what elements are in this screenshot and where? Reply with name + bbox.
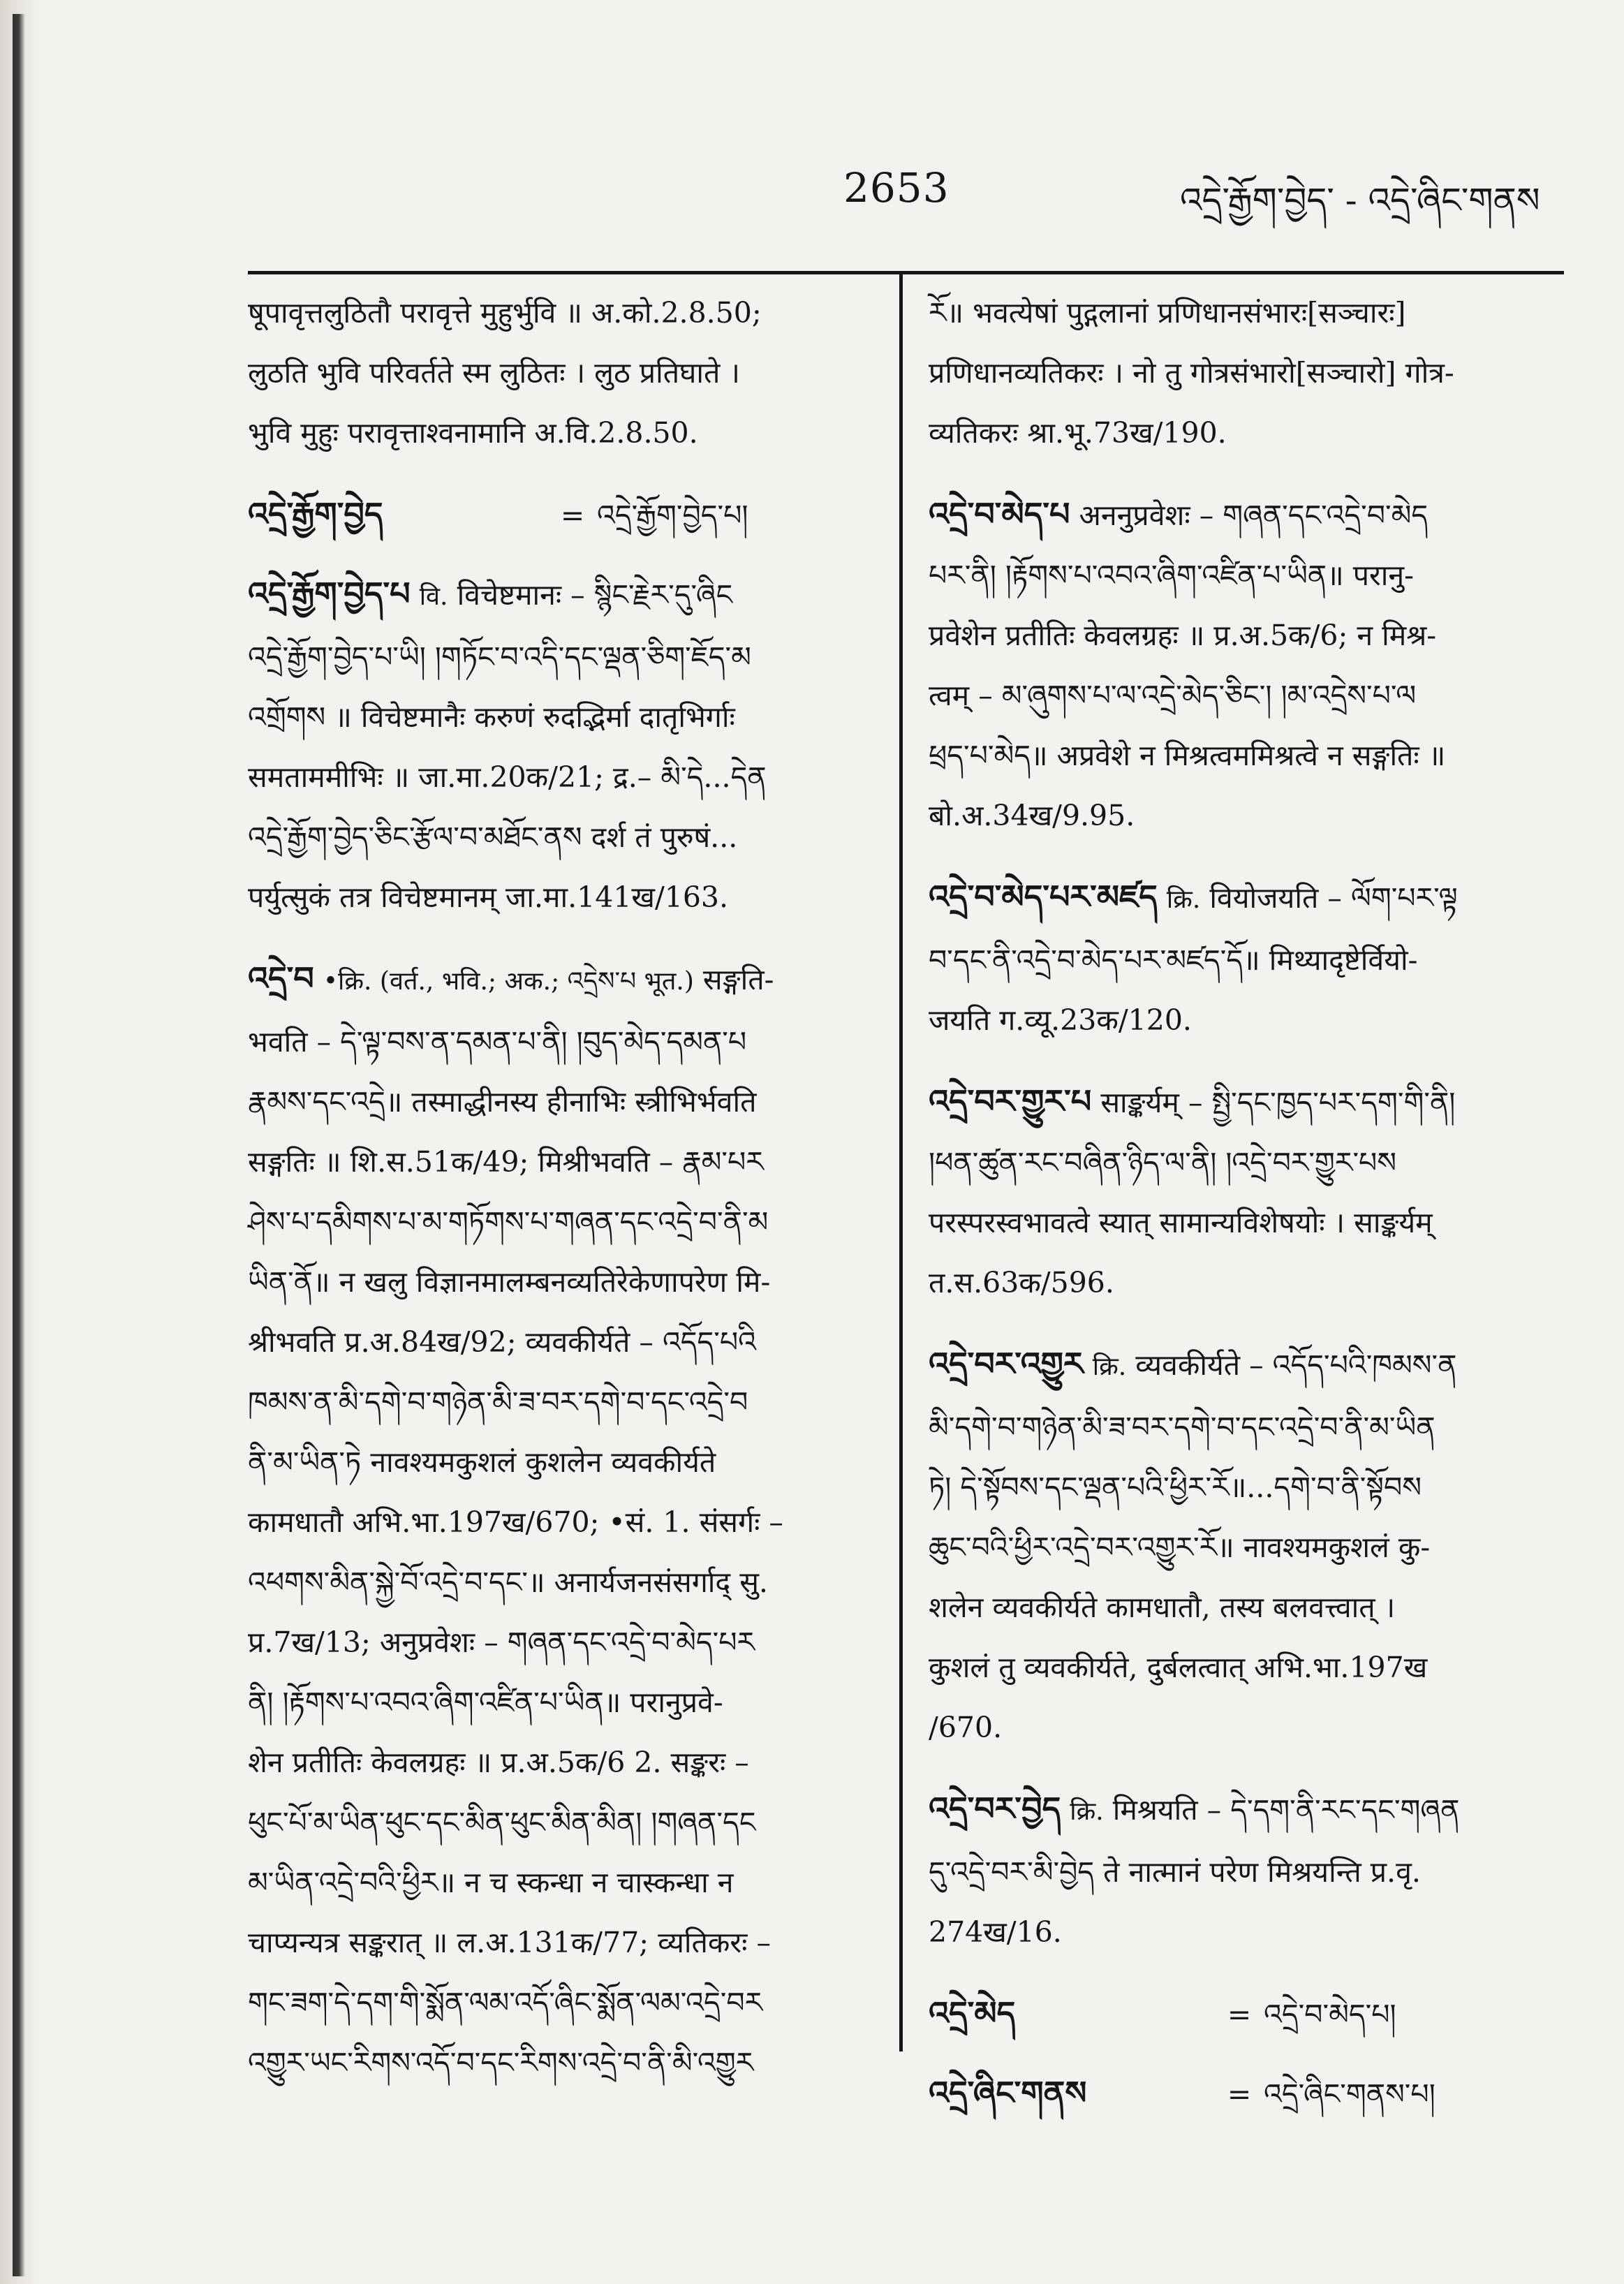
column-divider (899, 271, 903, 2051)
entry-line: भवति – དེ་ལྟ་བས་ན་དམན་པ་ནི། །བུད་མེད་དམན་པ (248, 1025, 747, 1059)
right-column (929, 283, 1564, 2142)
dictionary-entry (929, 1071, 1564, 1313)
entry-line: समताममीभिः ॥ जा.मा.20क/21; द्र.– མི་དེ...དེན (248, 760, 767, 794)
entry-first-line (929, 1778, 1564, 1842)
entry-line: भुवि मुहुः परावृत्ताश्वनामानि अ.वि.2.8.50. (248, 416, 698, 450)
headword: འདྲེ་བར་འགྱུར (929, 1345, 1084, 1383)
headword: འདྲེ་ཞིང་གནས (929, 2074, 1087, 2112)
entry-line: ཏེ། དེ་སྟོབས་དང་ལྡན་པའི་ཕྱིར་རོ॥...དགེ་བ་ནི་སྟོབས (929, 1471, 1422, 1504)
equals-sign: = (560, 499, 585, 532)
entry-line: सङ्गतिः ॥ शि.स.51क/49; मिश्रीभवति – རྣམ་པར (248, 1145, 764, 1179)
entry-line: །ཕན་ཚུན་རང་བཞིན་ཉིད་ལ་ནི། །འདྲེ་བར་གྱུར་པས (929, 1146, 1397, 1179)
entry-first-line (248, 563, 876, 627)
grammar-label: •क्रि. (वर्त., भवि.; अक.; འདྲེས་པ भूत.) (323, 967, 694, 996)
headword: འདྲེ་བར་གྱུར་པ (929, 1082, 1092, 1120)
page-number: 2653 (843, 164, 950, 212)
continued-entry (929, 283, 1564, 463)
grammar-label: वि. (419, 582, 448, 611)
entry-line: མི་དགེ་བ་གཉེན་མི་ཟ་བར་དགེ་བ་དང་འདྲེ་བ་ནི་མ་ཡིན (929, 1410, 1435, 1444)
dictionary-entry (929, 1778, 1564, 1962)
entry-line: त.स.63क/596. (929, 1266, 1114, 1299)
entry-line: शेन प्रतीतिः केवलग्रहः ॥ प्र.अ.5क/6 2. सङ्करः – (248, 1746, 749, 1779)
entry-line: ཡིན་ནོ॥ न खलु विज्ञानमालम्बनव्यतिरेकेणापरेण मि- (248, 1265, 771, 1299)
entry-line: चाप्यन्यत्र सङ्करात् ॥ ल.अ.131क/77; व्यतिकरः – (248, 1926, 771, 1959)
entry-line: དུ་འདྲེ་བར་མི་བྱེད ते नात्मानं परेण मिश्रयन्ति प्र.वृ. (929, 1855, 1421, 1889)
entry-first-line (929, 484, 1564, 545)
entry-line: /670. (929, 1711, 1003, 1744)
headword: འདྲེ་མེད (929, 1994, 1016, 2032)
entry-first-line (248, 948, 876, 1012)
entry-line: ཆུང་བའི་ཕྱིར་འདྲེ་བར་འགྱུར་རོ॥ नावश्यमकुशलं कु- (929, 1531, 1431, 1564)
entry-line: ནི། །རྟོགས་པ་འབའ་ཞིག་འཛིན་པ་ཡིན॥ परानुप्रवे- (248, 1686, 723, 1719)
entry-line: पर्युत्सुकं तत्र विचेष्टमानम् जा.मा.141ख/163. (248, 881, 729, 914)
entry-line: प्रणिधानव्यतिकरः । नो तु गोत्रसंभारो[सञ्चारो] गोत्र- (929, 356, 1454, 390)
entry-text: व्यवकीर्यते – འདོད་པའི་ཁམས་ན (1135, 1348, 1457, 1382)
headword: འདྲེ་རྒྱོག་བྱེད (248, 495, 383, 533)
entry-line: འདྲེ་རྒྱོག་བྱེད་ཅིང་རྩོལ་བ་མཐོང་ནས दर्श तं पुरुषं... (248, 820, 738, 854)
entry-line: འགྲོགས ॥ विचेष्टमानैः करुणं रुदद्भिर्मा दातृभिर्गाः (248, 700, 735, 734)
entry-text: साङ्कर्यम् – སྤྱི་དང་ཁྱད་པར་དག་གི་ནི། (1100, 1086, 1456, 1119)
cross-reference-entry (248, 484, 876, 545)
dictionary-entry (248, 563, 876, 927)
grammar-label: क्रि. (1092, 1353, 1127, 1381)
entry-line: बो.अ.34ख/9.95. (929, 799, 1135, 832)
headword: འདྲེ་རྒྱོག་བྱེད་པ (248, 575, 411, 612)
entry-first-line (929, 867, 1564, 930)
headword: འདྲེ་བ་མེད་པར་མཛད (929, 878, 1158, 915)
entry-line: प्र.7ख/13; अनुप्रवेशः – གཞན་དང་འདྲེ་བ་མེད་པར (248, 1626, 755, 1659)
entry-line: 274ख/16. (929, 1915, 1062, 1949)
headword: འདྲེ་བར་བྱེད (929, 1790, 1061, 1827)
entry-first-line (929, 1334, 1564, 1397)
cross-reference: འདྲེ་རྒྱོག་བྱེད་པ། (597, 499, 748, 532)
entry-line: པར་ནི། །རྟོགས་པ་འབའ་ཞིག་འཛིན་པ་ཡིན॥ परानु- (929, 559, 1415, 592)
entry-line: षूपावृत्तलुठितौ परावृत्ते मुहुर्भुवि ॥ अ.को.2.8.50; (248, 296, 762, 330)
equals-sign: = (1227, 2077, 1252, 2111)
entry-line: कुशलं तु व्यवकीर्यते, दुर्बलत्वात् अभि.भा.197ख (929, 1651, 1428, 1684)
cross-reference: འདྲེ་ཞིང་གནས་པ། (1264, 2077, 1435, 2111)
entry-line: བ་དང་ནི་འདྲེ་བ་མེད་པར་མཛད་དོ॥ मिथ्यादृष्टेर्वियो- (929, 943, 1418, 977)
dictionary-entry (929, 1334, 1564, 1758)
entry-line: ནི་མ་ཡིན་ཏེ नावश्यमकुशलं कुशलेन व्यवकीर्यते (248, 1445, 716, 1479)
running-head: འདྲེ་རྒྱོག་བྱེད་ - འདྲེ་ཞིང་གནས (1180, 180, 1540, 221)
dictionary-entry (248, 948, 876, 2093)
left-column (248, 283, 876, 2114)
cross-reference-entry (929, 1983, 1564, 2044)
grammar-label: क्रि. (1070, 1797, 1104, 1826)
entry-text: अननुप्रवेशः – གཞན་དང་འདྲེ་བ་མེད (1079, 499, 1429, 532)
headword: འདྲེ་བ་མེད་པ (929, 495, 1070, 533)
entry-first-line (929, 1071, 1564, 1133)
entry-line: लुठति भुवि परिवर्तते स्म लुठितः । लुठ प्रतिघाते । (248, 356, 740, 390)
entry-line: ཕྲད་པ་མེད॥ अप्रवेशे न मिश्रत्वममिश्रत्वे न सङ्गतिः ॥ (929, 739, 1446, 772)
continued-entry (248, 283, 876, 463)
entry-line: त्वम् – མ་ཞུགས་པ་ལ་འདྲེ་མེད་ཅིང་། །མ་འདྲེས་པ་ལ (929, 679, 1417, 712)
header-rule (248, 271, 1564, 274)
binding-shadow (13, 14, 25, 2276)
entry-line: འགྱུར་ཡང་རིགས་འདོ་བ་དང་རིགས་འདྲེ་བ་ནི་མི་འགྱུར (248, 2046, 754, 2079)
grammar-label: क्रि. (1166, 885, 1201, 914)
entry-text: विचेष्टमानः – སྙིང་རྗེར་དུ་ཞིང (457, 578, 733, 612)
entry-line: ཁམས་ན་མི་དགེ་བ་གཉེན་མི་ཟ་བར་དགེ་བ་དང་འདྲེ་བ (248, 1385, 748, 1419)
cross-reference: འདྲེ་བ་མེད་པ། (1264, 1998, 1396, 2031)
entry-line: འཕགས་མིན་སྐྱེ་བོ་འདྲེ་བ་དང་॥ अनार्यजनसंसर्गाद् सु. (248, 1565, 768, 1599)
entry-line: ཤེས་པ་དམིགས་པ་མ་གཏོགས་པ་གཞན་དང་འདྲེ་བ་ནི་མ (248, 1205, 769, 1239)
entry-line: श्रीभवति प्र.अ.84ख/92; व्यवकीर्यते – འདོད་པའི (248, 1325, 756, 1359)
cross-reference-entry (929, 2063, 1564, 2124)
entry-line: གང་ཟག་དེ་དག་གི་སྨོན་ལམ་འདོ་ཞིང་སྨོན་ལམ་འདྲེ་བར (248, 1986, 763, 2019)
entry-text: मिश्रयति – དེ་དག་ནི་རང་དང་གཞན (1112, 1793, 1460, 1827)
entry-line: མ་ཡིན་འདྲེ་བའི་ཕྱིར॥ न च स्कन्धा न चास्कन्धा न (248, 1866, 734, 1899)
entry-line: कामधातौ अभि.भा.197ख/670; •सं. 1. संसर्गः – (248, 1505, 783, 1539)
entry-line: ཕུང་པོ་མ་ཡིན་ཕུང་དང་མིན་ཕུང་མིན་མིན། །གཞན་དང (248, 1806, 756, 1839)
entry-line: प्रवेशेन प्रतीतिः केवलग्रहः ॥ प्र.अ.5क/6; न मिश्र- (929, 619, 1437, 652)
entry-line: རྣམས་དང་འདྲེ॥ तस्माद्धीनस्य हीनाभिः स्त्रीभिर्भवति (248, 1085, 757, 1119)
entry-line: व्यतिकरः श्रा.भू.73ख/190. (929, 416, 1227, 450)
dictionary-entry (929, 867, 1564, 1050)
dictionary-entry (929, 484, 1564, 846)
entry-text: वियोजयति – ལོག་པར་ལྟ (1209, 881, 1458, 915)
headword: འདྲེ་བ (248, 959, 314, 997)
entry-line: འདྲེ་རྒྱོག་བྱེད་པ་ཡི། །གཏོང་བ་འདི་དང་ལྡན་ཅིག་ཇོད་མ (248, 640, 751, 674)
entry-line: परस्परस्वभावत्वे स्यात् सामान्यविशेषयोः । साङ्कर्यम् (929, 1206, 1433, 1239)
equals-sign: = (1227, 1998, 1252, 2031)
entry-line: རོ॥ भवत्येषां पुद्गलानां प्रणिधानसंभारः[सञ्चारः] (929, 296, 1406, 330)
entry-line: जयति ग.व्यू.23क/120. (929, 1003, 1192, 1037)
entry-line: शलेन व्यवकीर्यते कामधातौ, तस्य बलवत्त्वात् । (929, 1591, 1396, 1624)
entry-text: सङ्गति- (702, 963, 774, 996)
